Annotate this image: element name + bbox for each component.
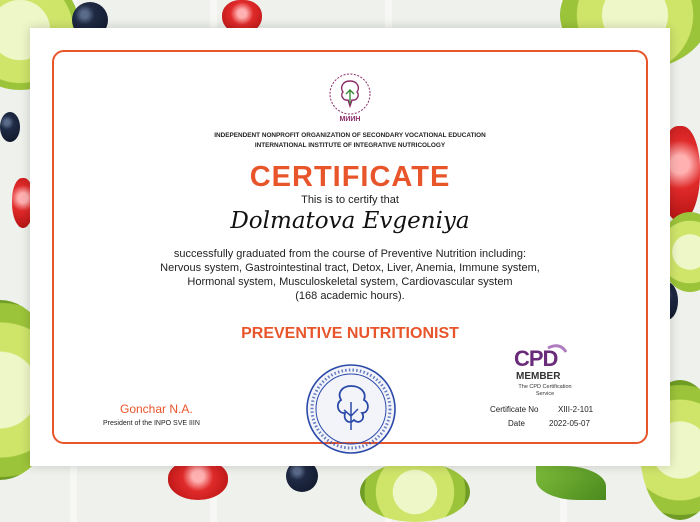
lime-decoration	[360, 462, 470, 522]
organization-line: INDEPENDENT NONPROFIT ORGANIZATION OF SECONDARY VOCATIONAL EDUCATION	[214, 132, 486, 139]
recipient-name: Dolmatova Evgeniya	[230, 208, 470, 234]
issue-date: 2022-05-07	[549, 419, 590, 428]
signer-role: President of the INPO SVE IIIN	[103, 420, 200, 427]
logo-label: МИИН	[339, 116, 361, 123]
certificate-number-label: Certificate No	[490, 405, 539, 414]
description-line: successfully graduated from the course of Preventive Nutrition including:	[173, 248, 527, 260]
date-label: Date	[508, 419, 525, 428]
institute-logo-icon	[328, 72, 372, 116]
certificate-card	[30, 28, 670, 466]
organization-name	[90, 131, 610, 151]
certificate-title: CERTIFICATE	[249, 161, 451, 193]
leaf-decoration	[536, 466, 606, 500]
certificate-number: XIII-2-101	[558, 405, 594, 414]
certify-line: This is to certify that	[301, 194, 399, 206]
cpd-service-label: The CPD Certification Service	[518, 384, 572, 397]
description-line: (168 academic hours).	[295, 290, 405, 302]
course-description	[90, 247, 610, 303]
description-line: Nervous system, Gastrointestinal tract, Detox, Liver, Anemia, Immune system,	[160, 262, 540, 274]
strawberry-decoration	[168, 460, 228, 500]
organization-line: INTERNATIONAL INSTITUTE OF INTEGRATIVE NUTRICOLOGY	[254, 142, 446, 149]
blueberry-decoration	[0, 112, 20, 142]
cpd-member-label: MEMBER	[516, 371, 561, 382]
cpd-logo-text: CPD	[514, 346, 558, 371]
signer-name: Gonchar N.A.	[120, 402, 193, 416]
cpd-member-badge	[508, 344, 588, 408]
description-line: Hormonal system, Musculoskeletal system, Cardiovascular system	[187, 276, 513, 288]
official-seal-icon	[304, 362, 398, 456]
qualification-title: PREVENTIVE NUTRITIONIST	[241, 325, 459, 342]
